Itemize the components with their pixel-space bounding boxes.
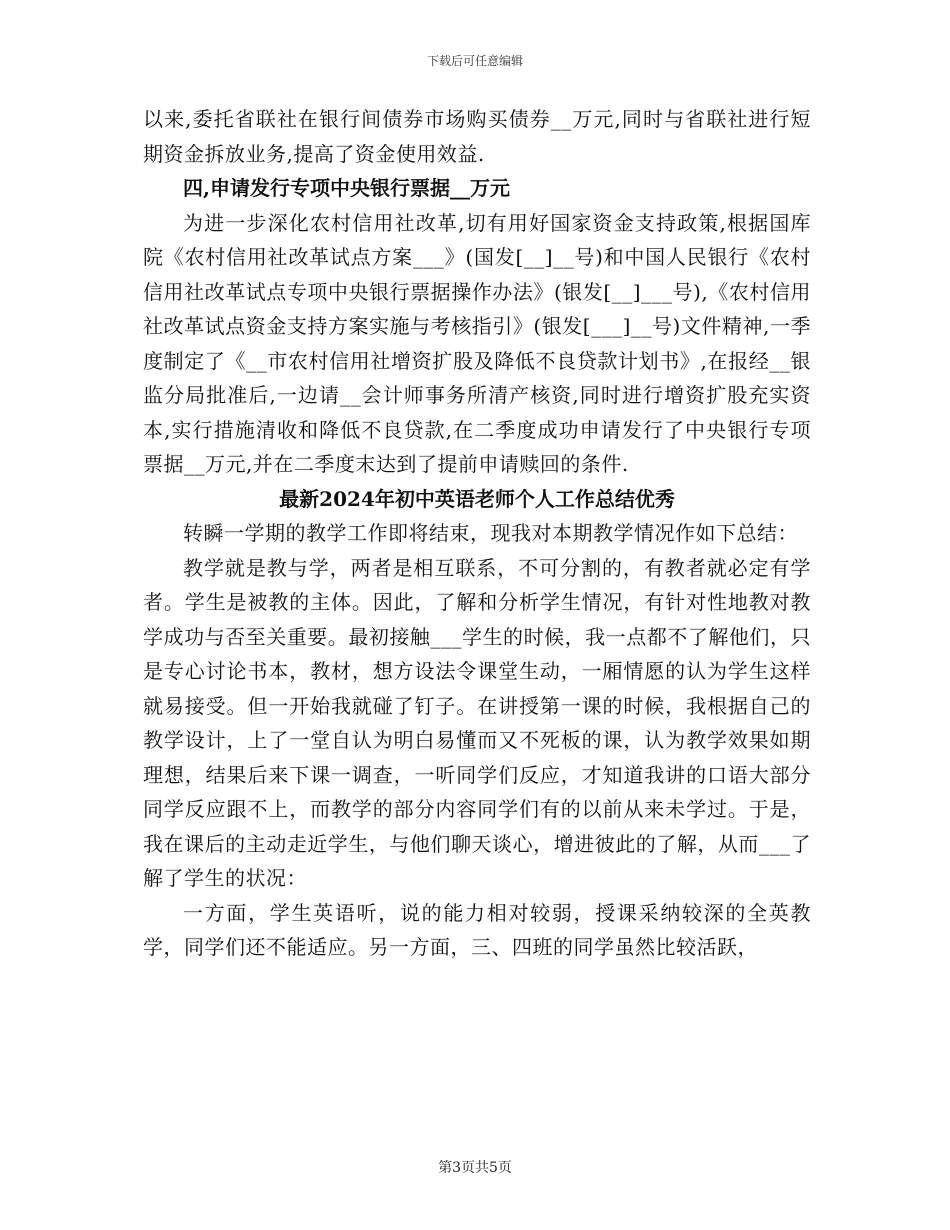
paragraph-continued: 以来,委托省联社在银行间债券市场购买债券__万元,同时与省联社进行短期资金拆放业务,提高了资金使用效益. (143, 107, 811, 166)
paragraph-reform: 为进一步深化农村信用社改革,切有用好国家资金支持政策,根据国库院《农村信用社改革试点方案___》(国发[__]__号)和中国人民银行《农村信用社改革试点专项中央银行票据操作办法》(银发[__]___号),《农村信用社改革试点资金支持方案实施与考核指引》(银发[___]__号)文件精神,一季度制定了《__市农村信用社增资扩股及降低不良贷款计划书》,在报经__银监分局批准后,一边请__会计师事务所清产核资,同时进行增资扩股充实资本,实行措施清收和降低不良贷款,在二季度成功申请发行了中央银行专项票据__万元,并在二季度末达到了提前申请赎回的条件. (143, 210, 811, 476)
section-heading: 四,申请发行专项中央银行票据__万元 (183, 176, 510, 200)
document-body (143, 102, 811, 965)
page-header-note: 下载后可任意编辑 (426, 54, 523, 68)
article-title: 最新2024年初中英语老师个人工作总结优秀 (279, 486, 675, 511)
page-number: 第3页共5页 (438, 1160, 512, 1176)
paragraph-teaching: 教学就是教与学，两者是相互联系，不可分割的，有教者就必定有学者。学生是被教的主体。因此，了解和分析学生情况，有针对性地教对教学成功与否至关重要。最初接触___学生的时候，我一点都不了解他们，只是专心讨论书本，教材，想方设法令课堂生动，一厢情愿的认为学生这样就易接受。但一开始我就碰了钉子。在讲授第一课的时候，我根据自己的教学设计，上了一堂自认为明白易懂而又不死板的课，认为教学效果如期理想，结果后来下课一调查，一听同学们反应，才知道我讲的口语大部分同学反应跟不上，而教学的部分内容同学们有的以前从来未学过。于是，我在课后的主动走近学生，与他们聊天谈心，增进彼此的了解，从而___了解了学生的状况： (143, 555, 811, 890)
paragraph-aspects: 一方面，学生英语听，说的能力相对较弱，授课采纳较深的全英教学，同学们还不能适应。另一方面，三、四班的同学虽然比较活跃， (143, 900, 811, 959)
paragraph-intro: 转瞬一学期的教学工作即将结束，现我对本期教学情况作如下总结： (183, 521, 798, 545)
